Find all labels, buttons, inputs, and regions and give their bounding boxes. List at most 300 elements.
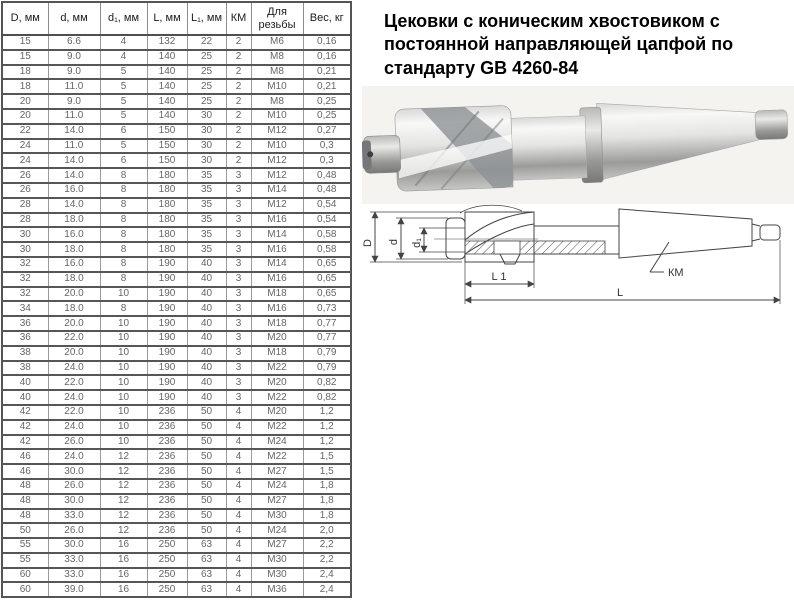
table-row <box>2 242 351 257</box>
table-cell: 16.0 <box>48 227 100 242</box>
table-cell: 180 <box>147 227 187 242</box>
column-header: d₁, мм <box>100 2 147 35</box>
table-cell: 12 <box>100 449 147 464</box>
table-cell: 150 <box>147 139 187 154</box>
table-cell: 63 <box>187 568 226 583</box>
table-cell: 24 <box>2 153 48 168</box>
table-cell: 3 <box>226 287 251 302</box>
table-cell: 24.0 <box>48 361 100 376</box>
table-cell: 2 <box>226 79 251 94</box>
column-header: L₁, мм <box>187 2 226 35</box>
table-cell: 40 <box>187 272 226 287</box>
table-cell: 190 <box>147 361 187 376</box>
table-cell: 18 <box>2 79 48 94</box>
table-cell: 0,79 <box>303 346 351 361</box>
table-cell: 180 <box>147 183 187 198</box>
table-cell: 4 <box>100 50 147 65</box>
table-cell: 14.0 <box>48 124 100 139</box>
table-row <box>2 523 351 538</box>
table-cell: 4 <box>226 435 251 450</box>
table-cell: 26.0 <box>48 435 100 450</box>
table-row <box>2 287 351 302</box>
table-cell: М27 <box>251 538 303 553</box>
table-cell: 5 <box>100 65 147 80</box>
table-cell: 1,2 <box>303 420 351 435</box>
table-cell: 16 <box>100 568 147 583</box>
table-cell: 15 <box>2 50 48 65</box>
page-title-line: стандарту GB 4260-84 <box>384 57 579 78</box>
table-cell: 14.0 <box>48 168 100 183</box>
table-cell: М6 <box>251 35 303 50</box>
table-cell: 25 <box>187 79 226 94</box>
table-cell: М22 <box>251 390 303 405</box>
table-cell: 63 <box>187 538 226 553</box>
table-cell: 0,48 <box>303 168 351 183</box>
table-row <box>2 168 351 183</box>
table-row <box>2 109 351 124</box>
table-cell: 10 <box>100 375 147 390</box>
table-row <box>2 568 351 583</box>
table-cell: 190 <box>147 301 187 316</box>
table-cell: 1,8 <box>303 479 351 494</box>
table-cell: 16.0 <box>48 257 100 272</box>
table-cell: 180 <box>147 198 187 213</box>
table-cell: 35 <box>187 242 226 257</box>
table-cell: 40 <box>187 287 226 302</box>
table-cell: 40 <box>187 316 226 331</box>
column-header: Для резьбы <box>251 2 303 35</box>
table-cell: М18 <box>251 346 303 361</box>
table-cell: 4 <box>226 479 251 494</box>
table-cell: 0,48 <box>303 183 351 198</box>
table-cell: 40 <box>187 375 226 390</box>
table-row <box>2 553 351 568</box>
table-row <box>2 464 351 479</box>
table-cell: 11.0 <box>48 79 100 94</box>
table-cell: М22 <box>251 420 303 435</box>
table-cell: 4 <box>226 582 251 597</box>
table-cell: 9.0 <box>48 94 100 109</box>
table-cell: 18.0 <box>48 301 100 316</box>
table-cell: М27 <box>251 464 303 479</box>
table-cell: 0,16 <box>303 50 351 65</box>
table-cell: М30 <box>251 568 303 583</box>
table-cell: 190 <box>147 272 187 287</box>
table-cell: 132 <box>147 35 187 50</box>
table-cell: 28 <box>2 198 48 213</box>
table-cell: 33.0 <box>48 568 100 583</box>
table-cell: 2 <box>226 153 251 168</box>
table-cell: 2 <box>226 65 251 80</box>
table-cell: 42 <box>2 435 48 450</box>
table-cell: 9.0 <box>48 65 100 80</box>
table-cell: 50 <box>187 464 226 479</box>
table-cell: 10 <box>100 331 147 346</box>
table-cell: М10 <box>251 79 303 94</box>
table-cell: М20 <box>251 331 303 346</box>
table-cell: М12 <box>251 124 303 139</box>
table-cell: 4 <box>226 405 251 420</box>
column-header: L, мм <box>147 2 187 35</box>
table-cell: 8 <box>100 198 147 213</box>
table-cell: 1,2 <box>303 405 351 420</box>
page-title <box>384 10 788 80</box>
table-cell: 6 <box>100 153 147 168</box>
table-cell: 16 <box>100 538 147 553</box>
table-cell: 22.0 <box>48 405 100 420</box>
table-cell: 12 <box>100 464 147 479</box>
table-cell: 22 <box>187 35 226 50</box>
table-cell: 39.0 <box>48 582 100 597</box>
section-hatch <box>465 241 605 254</box>
table-cell: 8 <box>100 257 147 272</box>
dim-label-KM: КМ <box>668 267 684 279</box>
table-cell: 236 <box>147 479 187 494</box>
table-cell: М27 <box>251 494 303 509</box>
table-cell: 30.0 <box>48 464 100 479</box>
table-cell: 16 <box>100 553 147 568</box>
table-cell: 6.6 <box>48 35 100 50</box>
table-cell: 3 <box>226 331 251 346</box>
table-cell: 20 <box>2 94 48 109</box>
table-row <box>2 538 351 553</box>
table-cell: 3 <box>226 361 251 376</box>
table-cell: 250 <box>147 582 187 597</box>
table-cell: 150 <box>147 124 187 139</box>
table-cell: 0,25 <box>303 109 351 124</box>
table-cell: 33.0 <box>48 553 100 568</box>
table-cell: 0,3 <box>303 153 351 168</box>
table-cell: 60 <box>2 568 48 583</box>
table-cell: М22 <box>251 361 303 376</box>
table-cell: 180 <box>147 242 187 257</box>
table-cell: 8 <box>100 183 147 198</box>
table-cell: 30 <box>187 139 226 154</box>
table-cell: 0,21 <box>303 79 351 94</box>
taper-outline <box>619 209 752 258</box>
table-cell: 0,77 <box>303 331 351 346</box>
tang-outline <box>760 225 780 240</box>
table-cell: 0,82 <box>303 390 351 405</box>
table-cell: М24 <box>251 523 303 538</box>
table-cell: 12 <box>100 523 147 538</box>
table-cell: 25 <box>187 65 226 80</box>
table-cell: 4 <box>226 568 251 583</box>
table-cell: М18 <box>251 287 303 302</box>
table-cell: 40 <box>187 301 226 316</box>
table-cell: 14.0 <box>48 153 100 168</box>
table-cell: М20 <box>251 405 303 420</box>
table-cell: 34 <box>2 301 48 316</box>
table-cell: 26 <box>2 168 48 183</box>
table-cell: 0,79 <box>303 361 351 376</box>
table-cell: 236 <box>147 523 187 538</box>
table-cell: 190 <box>147 390 187 405</box>
table-cell: 50 <box>187 479 226 494</box>
table-cell: 18.0 <box>48 242 100 257</box>
table-cell: 0,73 <box>303 301 351 316</box>
table-cell: М12 <box>251 198 303 213</box>
table-cell: 140 <box>147 50 187 65</box>
table-cell: 46 <box>2 464 48 479</box>
table-cell: 0,82 <box>303 375 351 390</box>
table-cell: 50 <box>187 420 226 435</box>
table-cell: 8 <box>100 227 147 242</box>
table-cell: 26.0 <box>48 479 100 494</box>
table-cell: 236 <box>147 464 187 479</box>
table-cell: 4 <box>226 523 251 538</box>
table-cell: 24.0 <box>48 390 100 405</box>
tool-photo <box>362 86 794 204</box>
table-cell: 190 <box>147 346 187 361</box>
table-cell: 30 <box>2 242 48 257</box>
table-cell: 190 <box>147 287 187 302</box>
table-cell: 30.0 <box>48 538 100 553</box>
table-cell: 1,5 <box>303 464 351 479</box>
table-cell: 5 <box>100 79 147 94</box>
table-cell: 18.0 <box>48 213 100 228</box>
table-cell: М10 <box>251 109 303 124</box>
table-cell: 50 <box>187 405 226 420</box>
table-row <box>2 331 351 346</box>
table-cell: 35 <box>187 213 226 228</box>
table-cell: 10 <box>100 390 147 405</box>
table-cell: 3 <box>226 183 251 198</box>
table-cell: 140 <box>147 109 187 124</box>
dim-label-d1: d₁ <box>411 238 423 248</box>
table-cell: 140 <box>147 65 187 80</box>
table-cell: 5 <box>100 94 147 109</box>
table-cell: 0,25 <box>303 94 351 109</box>
table-cell: 1,2 <box>303 435 351 450</box>
table-cell: 0,54 <box>303 213 351 228</box>
table-cell: 3 <box>226 316 251 331</box>
table-cell: 22.0 <box>48 375 100 390</box>
table-cell: 42 <box>2 405 48 420</box>
table-cell: 50 <box>2 523 48 538</box>
table-cell: 3 <box>226 242 251 257</box>
table-cell: 30 <box>187 109 226 124</box>
table-cell: 50 <box>187 523 226 538</box>
table-cell: 0,21 <box>303 65 351 80</box>
table-cell: 1,8 <box>303 494 351 509</box>
table-cell: 140 <box>147 79 187 94</box>
dim-label-d: d <box>388 238 400 246</box>
table-cell: 10 <box>100 287 147 302</box>
table-row <box>2 405 351 420</box>
page-title-line: Цековки с коническим хвостовиком с <box>384 11 720 31</box>
table-cell: 3 <box>226 272 251 287</box>
table-cell: 3 <box>226 168 251 183</box>
table-cell: 35 <box>187 198 226 213</box>
table-cell: 40 <box>2 390 48 405</box>
table-cell: 2 <box>226 50 251 65</box>
table-cell: 25 <box>187 50 226 65</box>
table-cell: 10 <box>100 346 147 361</box>
table-cell: 48 <box>2 509 48 524</box>
pilot-outline <box>446 218 465 259</box>
table-row <box>2 479 351 494</box>
table-cell: 4 <box>226 494 251 509</box>
table-cell: 180 <box>147 213 187 228</box>
table-cell: М16 <box>251 301 303 316</box>
table-cell: 40 <box>187 331 226 346</box>
table-cell: 0,65 <box>303 272 351 287</box>
table-cell: М8 <box>251 50 303 65</box>
table-cell: 63 <box>187 582 226 597</box>
table-cell: 236 <box>147 494 187 509</box>
table-cell: 8 <box>100 272 147 287</box>
table-cell: 250 <box>147 538 187 553</box>
table-cell: 5 <box>100 139 147 154</box>
table-cell: 12 <box>100 494 147 509</box>
table-cell: 10 <box>100 405 147 420</box>
table-cell: 12 <box>100 479 147 494</box>
table-cell: 250 <box>147 568 187 583</box>
table-cell: 4 <box>226 538 251 553</box>
table-cell: 24.0 <box>48 449 100 464</box>
table-row <box>2 153 351 168</box>
table-cell: 2 <box>226 94 251 109</box>
table-cell: 18.0 <box>48 272 100 287</box>
table-cell: 236 <box>147 449 187 464</box>
table-row <box>2 79 351 94</box>
table-row <box>2 94 351 109</box>
table-cell: 10 <box>100 316 147 331</box>
table-cell: 4 <box>226 449 251 464</box>
table-cell: 0,3 <box>303 139 351 154</box>
table-cell: 250 <box>147 553 187 568</box>
table-cell: 50 <box>187 435 226 450</box>
dim-label-L1: L 1 <box>491 271 507 283</box>
table-row <box>2 65 351 80</box>
table-cell: 9.0 <box>48 50 100 65</box>
table-cell: 24 <box>2 139 48 154</box>
table-cell: 3 <box>226 375 251 390</box>
table-cell: 11.0 <box>48 109 100 124</box>
table-row <box>2 227 351 242</box>
dim-label-L: L <box>616 287 624 299</box>
table-cell: 3 <box>226 198 251 213</box>
table-cell: 4 <box>100 35 147 50</box>
table-cell: 236 <box>147 420 187 435</box>
table-cell: 1,5 <box>303 449 351 464</box>
table-cell: 22 <box>2 124 48 139</box>
table-cell: 40 <box>187 257 226 272</box>
neck-shape <box>507 116 587 181</box>
table-cell: М16 <box>251 213 303 228</box>
table-row <box>2 198 351 213</box>
table-cell: 14.0 <box>48 198 100 213</box>
table-cell: 2,2 <box>303 538 351 553</box>
table-cell: 2 <box>226 139 251 154</box>
table-cell: 18 <box>2 65 48 80</box>
table-cell: 2 <box>226 35 251 50</box>
table-cell: 30 <box>2 227 48 242</box>
table-row <box>2 435 351 450</box>
table-cell: 26.0 <box>48 523 100 538</box>
table-cell: 36 <box>2 316 48 331</box>
table-cell: 4 <box>226 464 251 479</box>
table-cell: 8 <box>100 168 147 183</box>
diagram-linework <box>370 205 780 304</box>
table-row <box>2 449 351 464</box>
table-row <box>2 139 351 154</box>
table-cell: М30 <box>251 553 303 568</box>
table-row <box>2 494 351 509</box>
table-cell: М8 <box>251 65 303 80</box>
table-cell: 28 <box>2 213 48 228</box>
table-cell: 2,2 <box>303 553 351 568</box>
table-cell: 3 <box>226 227 251 242</box>
table-cell: 8 <box>100 301 147 316</box>
column-header: КМ <box>226 2 251 35</box>
table-cell: М12 <box>251 153 303 168</box>
table-cell: М30 <box>251 509 303 524</box>
table-header-row <box>2 2 351 35</box>
table-cell: 50 <box>187 449 226 464</box>
table-cell: М36 <box>251 582 303 597</box>
table-cell: 20.0 <box>48 346 100 361</box>
table-row <box>2 35 351 50</box>
table-cell: 0,58 <box>303 242 351 257</box>
table-cell: М16 <box>251 272 303 287</box>
table-cell: 48 <box>2 479 48 494</box>
table-cell: М14 <box>251 183 303 198</box>
table-cell: 60 <box>2 582 48 597</box>
table-row <box>2 375 351 390</box>
table-cell: 10 <box>100 420 147 435</box>
table-cell: 35 <box>187 168 226 183</box>
table-cell: 0,65 <box>303 257 351 272</box>
table-cell: 15 <box>2 35 48 50</box>
table-cell: 0,77 <box>303 316 351 331</box>
column-header: d, мм <box>48 2 100 35</box>
table-cell: 8 <box>100 213 147 228</box>
table-cell: 40 <box>2 375 48 390</box>
table-row <box>2 301 351 316</box>
table-cell: 40 <box>187 346 226 361</box>
table-cell: 11.0 <box>48 139 100 154</box>
table-cell: 5 <box>100 109 147 124</box>
table-cell: М14 <box>251 227 303 242</box>
table-cell: 16.0 <box>48 183 100 198</box>
table-cell: М18 <box>251 316 303 331</box>
table-cell: 32 <box>2 272 48 287</box>
tool-diagram <box>362 196 794 326</box>
table-row <box>2 124 351 139</box>
table-cell: 22.0 <box>48 331 100 346</box>
table-row <box>2 390 351 405</box>
table-cell: 35 <box>187 227 226 242</box>
table-cell: 8 <box>100 242 147 257</box>
table-cell: 2 <box>226 124 251 139</box>
table-row <box>2 272 351 287</box>
table-cell: М22 <box>251 449 303 464</box>
table-cell: 3 <box>226 213 251 228</box>
table-cell: 2,4 <box>303 568 351 583</box>
table-row <box>2 420 351 435</box>
table-body <box>2 35 351 597</box>
table-cell: 20 <box>2 109 48 124</box>
table-cell: 10 <box>100 435 147 450</box>
table-cell: 180 <box>147 168 187 183</box>
table-cell: 40 <box>187 361 226 376</box>
table-cell: 190 <box>147 316 187 331</box>
table-cell: М24 <box>251 435 303 450</box>
table-cell: 2,4 <box>303 582 351 597</box>
table-cell: 0,27 <box>303 124 351 139</box>
